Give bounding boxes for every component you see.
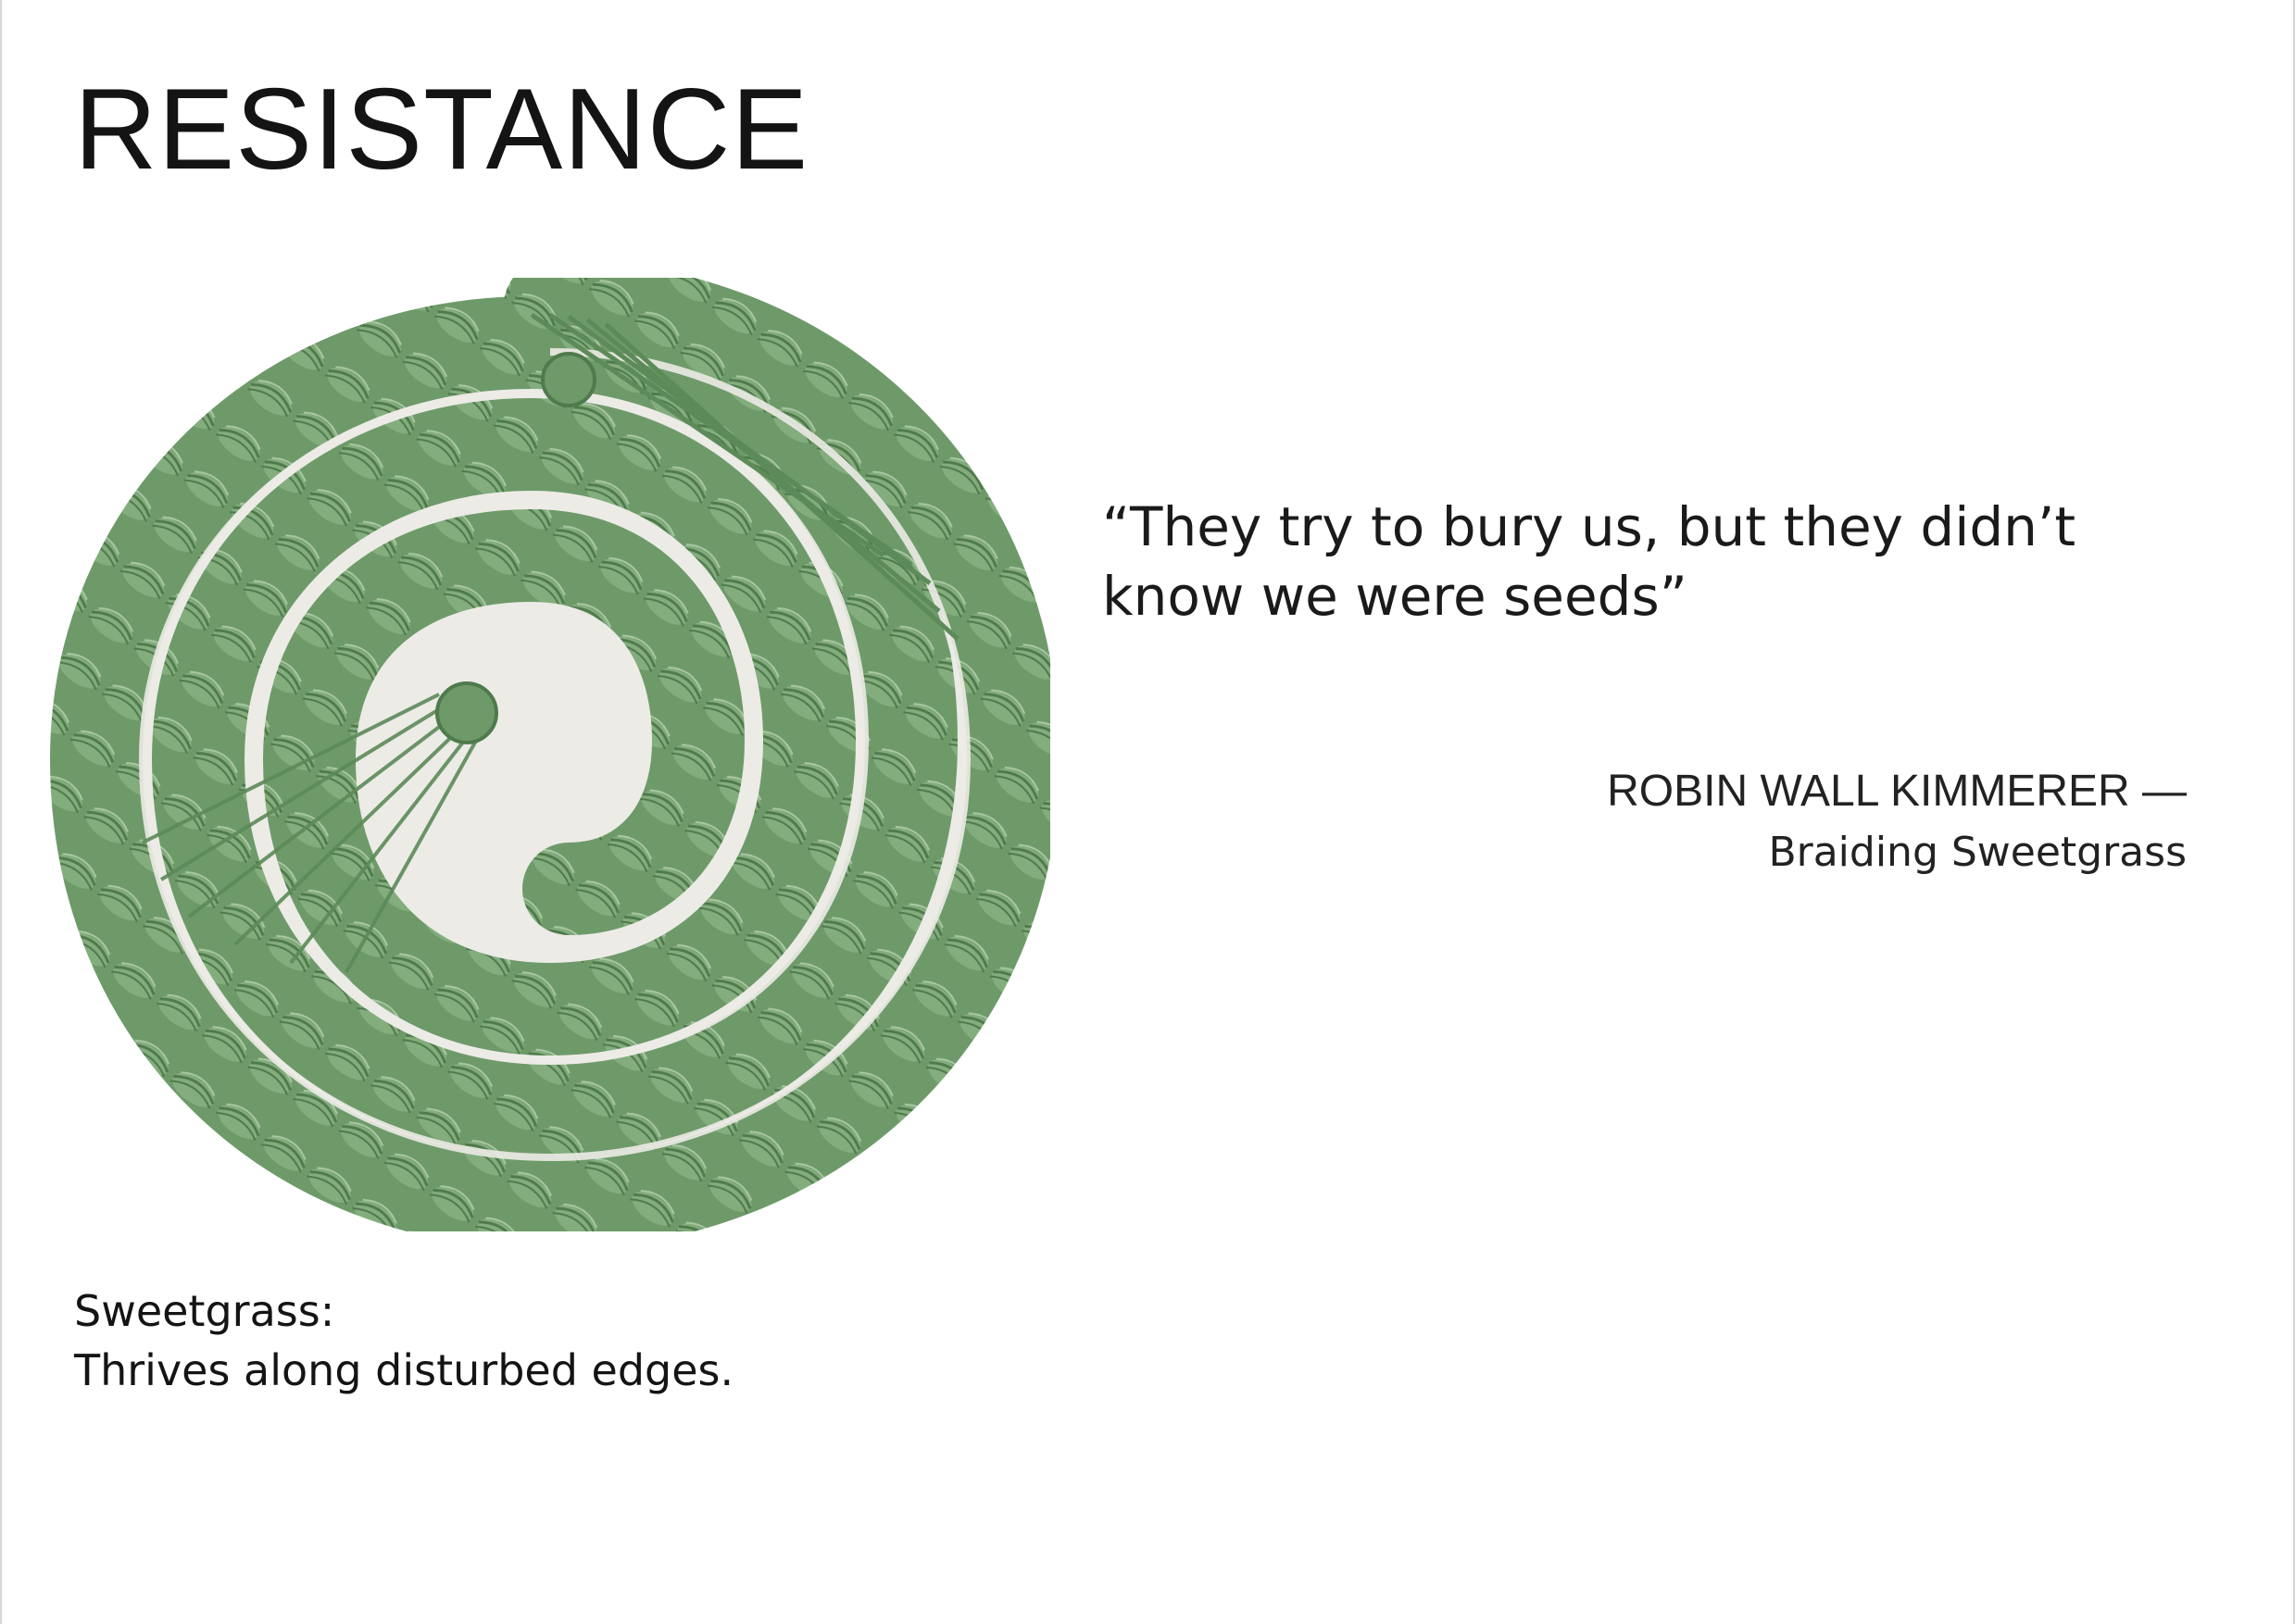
braided-sweetgrass-coil-icon: [50, 278, 1050, 1231]
quote-attribution: [1607, 761, 2187, 883]
caption-text: Thrives along disturbed edges.: [74, 1345, 734, 1395]
caption-heading: Sweetgrass:: [74, 1286, 335, 1336]
illustration-caption: [74, 1281, 734, 1400]
attribution-source: Braiding Sweetgrass: [1768, 829, 2187, 876]
slide-title: RESISTANCE: [74, 66, 809, 194]
quote-text: “They try to bury us, but they didn’t know we were seeds”: [1102, 495, 2076, 628]
sweetgrass-illustration: [50, 278, 1050, 1231]
attribution-author: ROBIN WALL KIMMERER —: [1607, 767, 2187, 816]
